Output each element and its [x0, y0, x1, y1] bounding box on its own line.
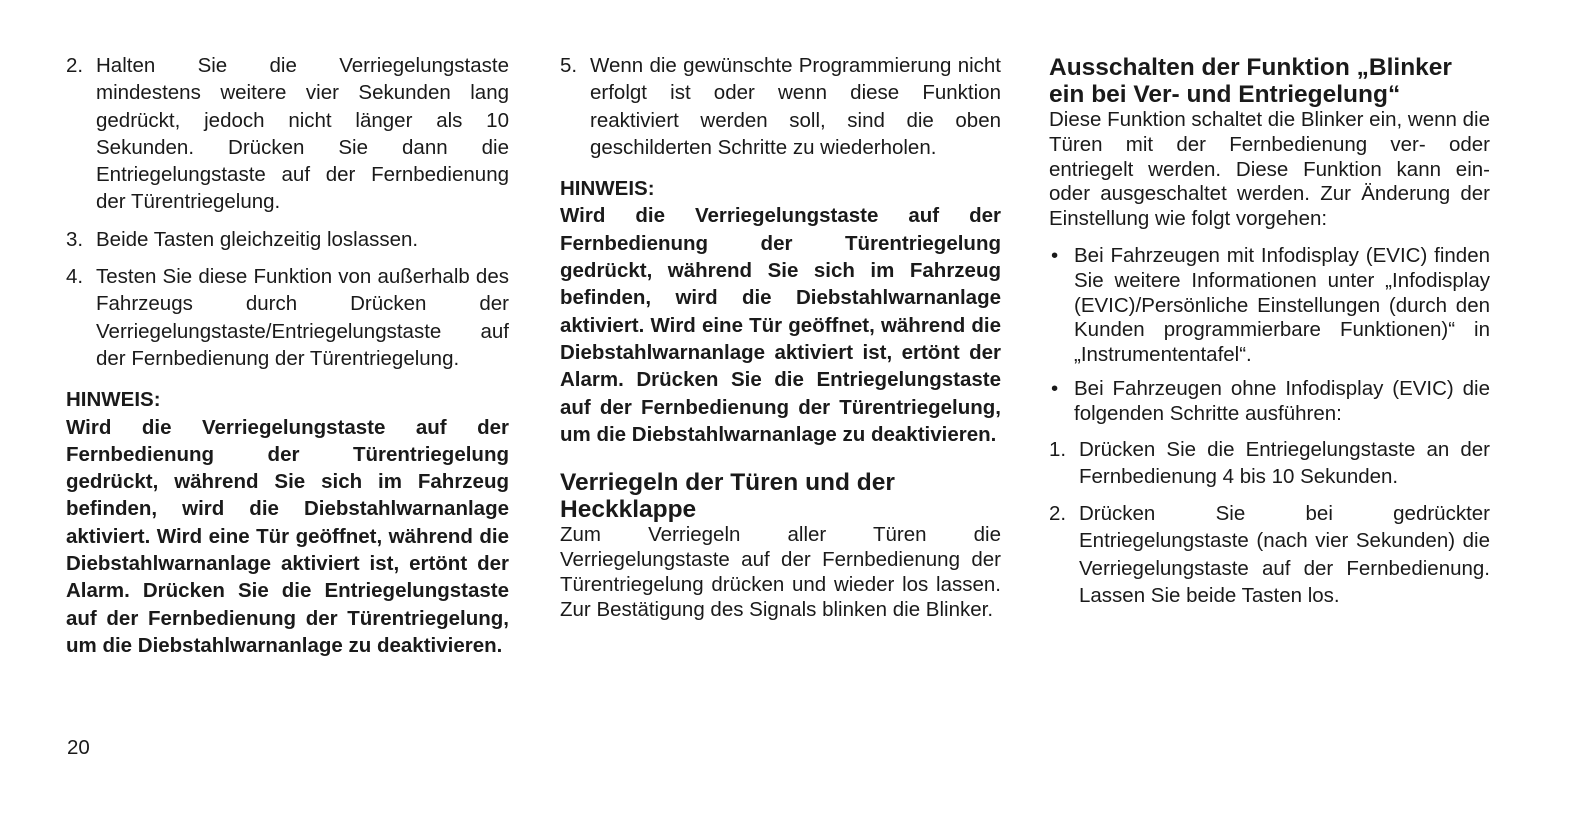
step-text: Wenn die gewünschte Programmierung nicht erfolgt ist oder wenn diese Funktion reaktiviert werden soll, sind die oben geschilderten Schritte zu wiederholen.	[590, 54, 1001, 159]
step-item	[66, 263, 509, 372]
step-list	[560, 52, 1001, 161]
column-middle	[560, 52, 1001, 622]
section-heading: Verriegeln der Türen und der Heckklappe	[560, 469, 895, 523]
note-text: Wird die Verriegelungstaste auf der Fernbedienung der Türentriegelung gedrückt, während Sie sich im Fahrzeug befinden, wird die Diebstahlwarnanlage aktiviert. Wird eine Tür geöffnet, während die Diebstahlwarnanlage aktiviert ist, ertönt der Alarm. Drücken Sie die Entriegelungstaste auf der Fernbedienung der Türentriegelung, um die Diebstahlwarnanlage zu deaktivieren.	[560, 204, 1001, 446]
step-item	[1049, 500, 1490, 609]
step-number: 5.	[560, 54, 578, 77]
bullet-icon: •	[1051, 243, 1059, 267]
step-number: 1.	[1049, 437, 1067, 461]
bullet-item	[1049, 377, 1490, 427]
note-text: Wird die Verriegelungstaste auf der Fernbedienung der Türentriegelung gedrückt, während Sie sich im Fahrzeug befinden, wird die Diebstahlwarnanlage aktiviert. Wird eine Tür geöffnet, während die Diebstahlwarnanlage aktiviert ist, ertönt der Alarm. Drücken Sie die Entriegelungstaste auf der Fernbedienung der Türentriegelung, um die Diebstahlwarnanlage zu deaktivieren.	[66, 415, 509, 657]
bullet-item	[1049, 244, 1490, 368]
step-item	[66, 52, 509, 216]
bullet-icon: •	[1051, 376, 1059, 400]
step-text: Testen Sie diese Funktion von außerhalb des Fahrzeugs durch Drücken der Verriegelungstaste/Entriegelungstaste auf der Fernbedienung der Türentriegelung.	[96, 265, 509, 370]
step-number: 4.	[66, 265, 84, 289]
step-number: 3.	[66, 227, 84, 251]
page-number: 20	[67, 736, 90, 759]
step-number: 2.	[1049, 502, 1067, 526]
section-intro: Diese Funktion schaltet die Blinker ein, wenn die Türen mit der Fernbedienung ver- oder entriegelt werden. Diese Funktion kann ein- oder ausgeschaltet werden. Zur Änderung der Einstellung wie folgt vorgehen:	[1049, 108, 1490, 231]
note-label: HINWEIS:	[66, 388, 161, 412]
bullet-text: Bei Fahrzeugen mit Infodisplay (EVIC) finden Sie weitere Informationen unter „Infodisplay (EVIC)/Persönliche Einstellungen (durch den Kunden programmierbare Funktionen)“ in „Instrumententafel“.	[1074, 243, 1490, 367]
section-heading: Ausschalten der Funktion „Blinker ein bei Ver- und Entriegelung“	[1049, 54, 1452, 108]
step-text: Drücken Sie die Entriegelungstaste an der Fernbedienung 4 bis 10 Sekunden.	[1079, 437, 1490, 488]
step-list	[66, 52, 509, 372]
column-left	[66, 52, 509, 659]
step-item	[1049, 436, 1490, 491]
bullet-text: Bei Fahrzeugen ohne Infodisplay (EVIC) die folgenden Schritte ausführen:	[1074, 376, 1490, 425]
bullet-list	[1049, 244, 1490, 427]
step-text: Halten Sie die Verriegelungstaste mindestens weitere vier Sekunden lang gedrückt, jedoch nicht länger als 10 Sekunden. Drücken Sie dann die Entriegelungstaste auf der Fernbedienung der Türentriegelung.	[96, 54, 509, 214]
column-right	[1049, 52, 1490, 619]
section-body: Zum Verriegeln aller Türen die Verriegelungstaste auf der Fernbedienung der Türentriegelung drücken und wieder los lassen. Zur Bestätigung des Signals blinken die Blinker.	[560, 523, 1001, 621]
step-text: Drücken Sie bei gedrückter Entriegelungstaste (nach vier Sekunden) die Verriegelungstaste auf der Fernbedienung. Lassen Sie beide Tasten los.	[1079, 502, 1490, 608]
step-item	[560, 52, 1001, 161]
step-text: Beide Tasten gleichzeitig loslassen.	[96, 227, 419, 251]
note-label: HINWEIS:	[560, 177, 655, 201]
step-list	[1049, 436, 1490, 610]
step-item	[66, 226, 509, 253]
step-number: 2.	[66, 54, 84, 77]
